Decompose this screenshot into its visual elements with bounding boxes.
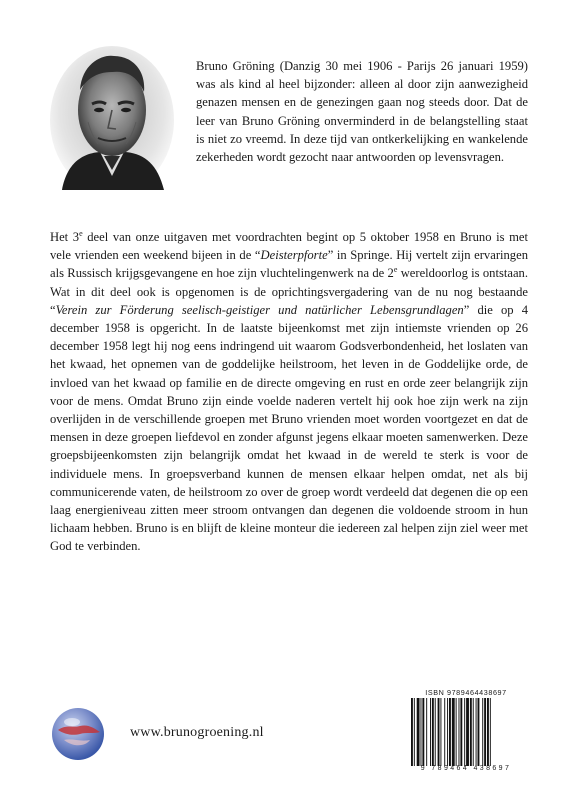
barcode-bar	[484, 698, 486, 766]
barcode-bar	[444, 698, 445, 766]
superscript: e	[393, 265, 398, 275]
isbn-barcode-area	[405, 688, 527, 774]
text-run: Het 3	[50, 230, 80, 244]
barcode-bar	[422, 698, 424, 766]
barcode-bar	[447, 698, 448, 766]
globe-logo-icon	[50, 706, 106, 762]
barcode-bar	[452, 698, 455, 766]
intro-paragraph	[196, 57, 528, 166]
barcode-bar	[482, 698, 483, 766]
barcode-bar	[464, 698, 465, 766]
barcode-bar	[456, 698, 457, 766]
italic-run: Verein zur Förderung seelisch-geistiger und natürlicher Lebensgrundlagen	[55, 302, 464, 317]
barcode-bar	[473, 698, 474, 766]
barcode-bar	[490, 698, 491, 766]
italic-run: Deisterpforte	[260, 248, 328, 263]
barcode-bar	[432, 698, 434, 766]
barcode-bar	[459, 698, 460, 766]
intro-text: Bruno Gröning (Danzig 30 mei 1906 - Parijs 26 januari 1959) was als kind al heel bijzonder: alleen al door zijn aanwezigheid genazen mensen en de genezingen gaan nog steeds door. Dat de leer van Bruno Gröning onverminderd in de belangstelling staat is niet zo vreemd. In deze tijd van ontkerkelijking en wankelende zekerheden wordt gezocht naar antwoorden op levensvragen.	[196, 59, 528, 165]
description-text	[50, 228, 528, 556]
text-run: ” in Springe. Hij vertelt zijn ervaringen als Russisch krijgsgevangene en hoe zijn vluchtelingenwerk na de 2	[50, 248, 528, 281]
barcode-bar	[417, 698, 420, 766]
barcode-bar	[470, 698, 472, 766]
barcode-bar	[414, 698, 415, 766]
barcode-bar	[411, 698, 413, 766]
isbn-digits: 9 789464 438697	[420, 765, 512, 772]
barcode-bar	[440, 698, 441, 766]
text-run: wereldoorlog is ontstaan. Wat in dit deel ook is opgenomen is de oprichtingsvergadering van de nu nog bestaande “	[50, 266, 528, 317]
text-run: deel van onze uitgaven met voordrachten begint op 5 oktober 1958 en Bruno is met vele vrienden een weekend bijeen in de “	[50, 230, 528, 263]
barcode-bar	[466, 698, 469, 766]
barcode-bar	[421, 698, 422, 766]
barcode-bar	[426, 698, 427, 766]
isbn-label: ISBN 9789464438697	[425, 688, 507, 697]
barcode-bar	[430, 698, 431, 766]
barcode-bar	[435, 698, 436, 766]
barcode-icon	[409, 698, 523, 766]
barcode-bar	[478, 698, 480, 766]
portrait-photo	[48, 40, 176, 190]
barcode-bar	[460, 698, 462, 766]
website-link[interactable]: www.brunogroening.nl	[130, 725, 264, 740]
barcode-bar	[487, 698, 489, 766]
barcode-bar	[476, 698, 477, 766]
barcode-bar	[449, 698, 451, 766]
text-run: ” die op 4 december 1958 is opgericht. In de laatste bijeenkomst met zijn intiemste vrienden op 26 december 1958 legt hij nog eens indringend uit waarom Godsverbondenheid, het loslaten van het kwaad, het opnemen van de goddelijke heilstroom, het leven in de Goddelijke orde, de invloed van het kwaad op familie en de directe omgeving en rust en orde zeer belangrijk zijn voor de mens. Omdat Bruno zijn einde voelde naderen vertelt hij ook hoe zijn werk na zijn overlijden in de verschillende groepen met Bruno vrienden moet worden voortgezet en dat de mensen in deze groepen liefdevol en zonder afgunst jegens elkaar moeten samenwerken. Deze groepsbijeenkomsten zijn belangrijk omdat het kwaad in de wereld te sterk is voor de individuele mens. In groepsverband kunnen de mensen elkaar helpen omdat, net als bij communicerende vaten, de heilstroom zo over de groep wordt verdeeld dat degenen die op een laag energieniveau zitten meer stroom ontvangen dan degenen die voldoende stroom in hun lichaam hebben. Bruno is en blijft de kleine monteur die iedereen zal helpen zijn ziel weer met God te verbinden.	[50, 302, 528, 554]
description-paragraph	[50, 228, 528, 556]
barcode-bar	[438, 698, 440, 766]
superscript: e	[79, 228, 83, 238]
